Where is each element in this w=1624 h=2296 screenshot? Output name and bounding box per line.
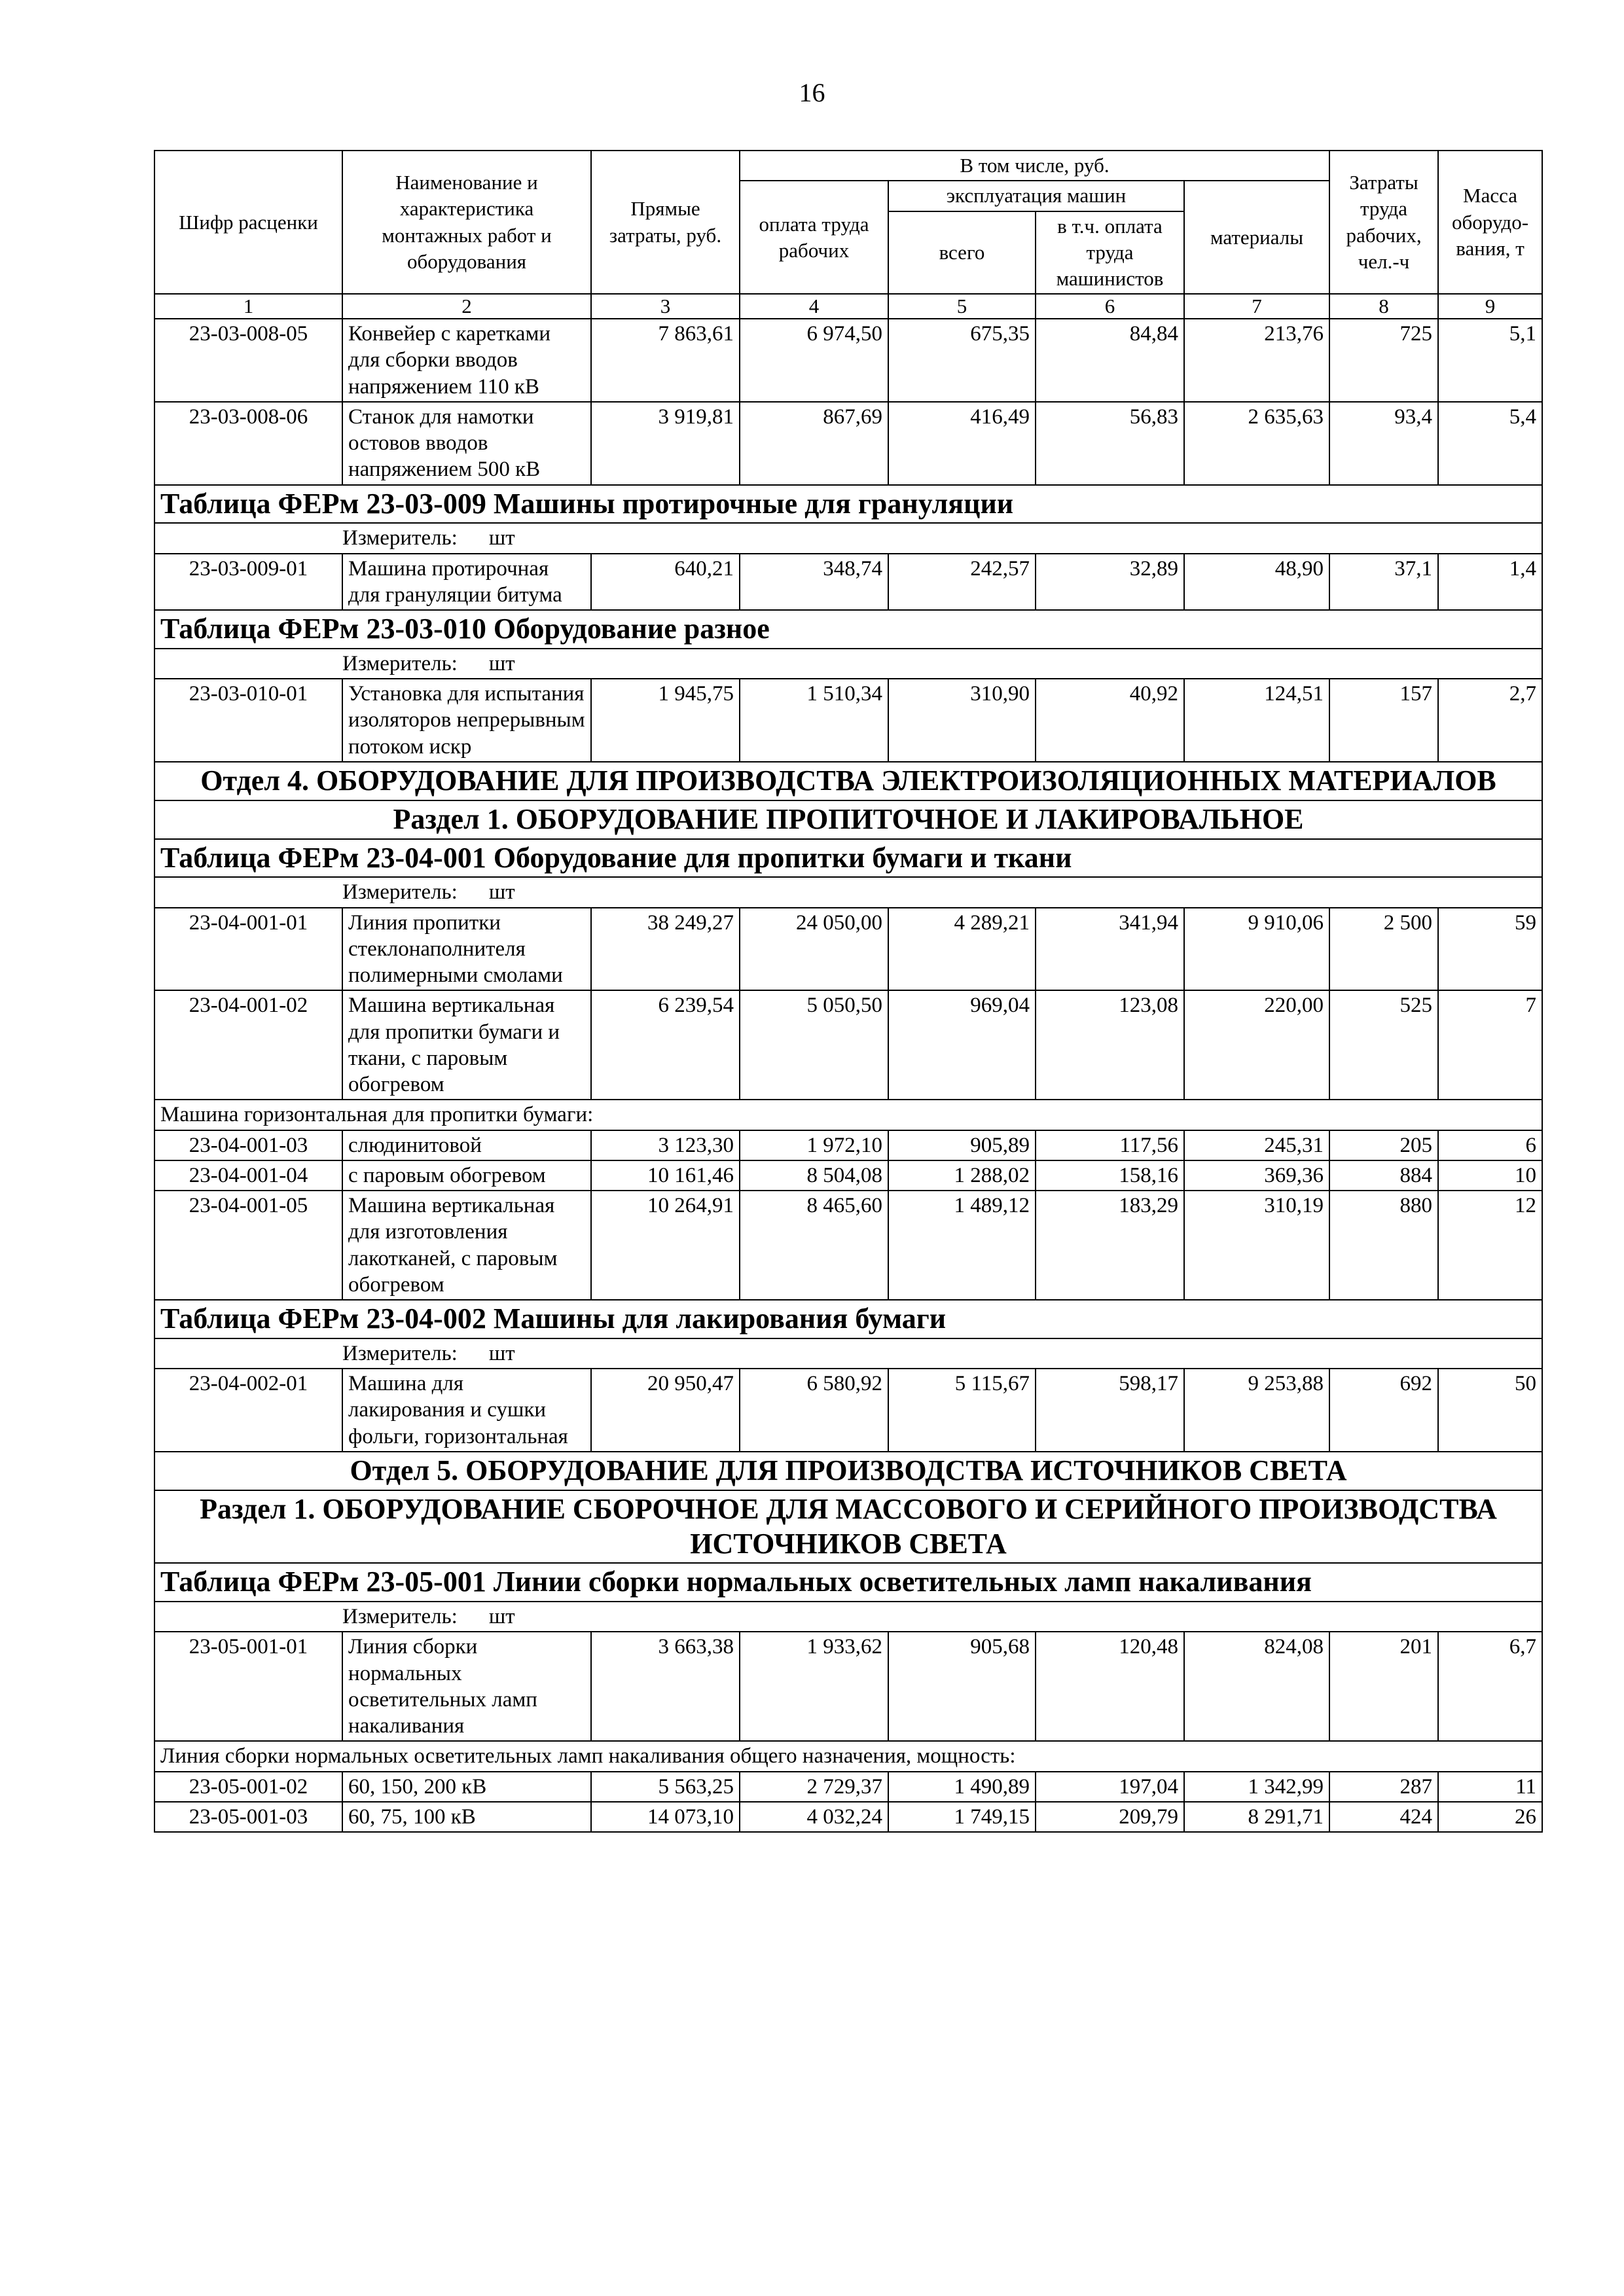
materials-value: 369,36 xyxy=(1184,1160,1329,1191)
work-name: Линия пропитки стеклонаполнителя полимерными смолами xyxy=(342,908,591,991)
section-title: Раздел 1. ОБОРУДОВАНИЕ СБОРОЧНОЕ ДЛЯ МАССОВОГО И СЕРИЙНОГО ПРОИЗВОДСТВА ИСТОЧНИКОВ СВЕТА xyxy=(154,1490,1542,1564)
labor-pay-value: 24 050,00 xyxy=(740,908,888,991)
labor-costs-value: 692 xyxy=(1329,1369,1438,1452)
labor-pay-value: 1 933,62 xyxy=(740,1632,888,1741)
materials-value: 220,00 xyxy=(1184,990,1329,1100)
table-title: Таблица ФЕРм 23-04-002 Машины для лакирования бумаги xyxy=(154,1300,1542,1338)
equipment-mass-value: 7 xyxy=(1438,990,1542,1100)
machine-total-value: 5 115,67 xyxy=(888,1369,1036,1452)
labor-costs-value: 725 xyxy=(1329,319,1438,402)
machine-total-value: 969,04 xyxy=(888,990,1036,1100)
table-title: Таблица ФЕРм 23-05-001 Линии сборки нормальных осветительных ламп накаливания xyxy=(154,1563,1542,1602)
driver-pay-value: 117,56 xyxy=(1036,1130,1184,1160)
machine-total-value: 1 749,15 xyxy=(888,1802,1036,1832)
machine-total-value: 242,57 xyxy=(888,554,1036,611)
machine-total-value: 310,90 xyxy=(888,679,1036,762)
table-row xyxy=(154,1772,1542,1802)
meter-row xyxy=(154,1338,1542,1369)
work-name: Линия сборки нормальных осветительных ламп накаливания xyxy=(342,1632,591,1741)
rate-code: 23-04-001-01 xyxy=(154,908,342,991)
direct-costs-value: 640,21 xyxy=(591,554,740,611)
work-name: Машина для лакирования и сушки фольги, горизонтальная xyxy=(342,1369,591,1452)
machine-total-value: 1 490,89 xyxy=(888,1772,1036,1802)
rate-code: 23-03-008-05 xyxy=(154,319,342,402)
work-name: слюдинитовой xyxy=(342,1130,591,1160)
table-title: Таблица ФЕРм 23-04-001 Оборудование для пропитки бумаги и ткани xyxy=(154,839,1542,878)
meter-row xyxy=(154,1602,1542,1632)
meter-unit: шт xyxy=(488,1605,515,1629)
materials-value: 1 342,99 xyxy=(1184,1772,1329,1802)
labor-costs-value: 201 xyxy=(1329,1632,1438,1741)
column-number: 4 xyxy=(740,294,888,319)
meter-row xyxy=(154,523,1542,553)
meter-label: Измеритель: xyxy=(342,1605,458,1629)
machine-total-value: 1 489,12 xyxy=(888,1191,1036,1300)
equipment-mass-value: 10 xyxy=(1438,1160,1542,1191)
meter-label: Измеритель: xyxy=(342,651,458,675)
direct-costs-value: 10 264,91 xyxy=(591,1191,740,1300)
meter-unit: шт xyxy=(488,1341,515,1365)
labor-costs-value: 37,1 xyxy=(1329,554,1438,611)
equipment-mass-value: 1,4 xyxy=(1438,554,1542,611)
header-machine-total: всего xyxy=(888,211,1036,295)
labor-costs-value: 205 xyxy=(1329,1130,1438,1160)
direct-costs-value: 14 073,10 xyxy=(591,1802,740,1832)
work-name: Конвейер с каретками для сборки вводов напряжением 110 кВ xyxy=(342,319,591,402)
labor-pay-value: 8 504,08 xyxy=(740,1160,888,1191)
labor-pay-value: 1 510,34 xyxy=(740,679,888,762)
rate-code: 23-03-010-01 xyxy=(154,679,342,762)
driver-pay-value: 158,16 xyxy=(1036,1160,1184,1191)
column-number: 6 xyxy=(1036,294,1184,319)
header-direct-costs: Прямые затраты, руб. xyxy=(591,151,740,294)
header-mass: Масса оборудо-вания, т xyxy=(1438,151,1542,294)
column-number: 2 xyxy=(342,294,591,319)
labor-costs-value: 93,4 xyxy=(1329,402,1438,485)
column-number-row xyxy=(154,294,1542,319)
column-number: 7 xyxy=(1184,294,1329,319)
driver-pay-value: 40,92 xyxy=(1036,679,1184,762)
meter-label: Измеритель: xyxy=(342,880,458,905)
labor-pay-value: 1 972,10 xyxy=(740,1130,888,1160)
rate-code: 23-04-001-04 xyxy=(154,1160,342,1191)
direct-costs-value: 5 563,25 xyxy=(591,1772,740,1802)
rate-code: 23-05-001-03 xyxy=(154,1802,342,1832)
page-number: 16 xyxy=(799,78,825,107)
table-row xyxy=(154,1160,1542,1191)
column-number: 9 xyxy=(1438,294,1542,319)
equipment-mass-value: 11 xyxy=(1438,1772,1542,1802)
machine-total-value: 675,35 xyxy=(888,319,1036,402)
header-including: В том числе, руб. xyxy=(740,151,1329,181)
department-title: Отдел 5. ОБОРУДОВАНИЕ ДЛЯ ПРОИЗВОДСТВА ИСТОЧНИКОВ СВЕТА xyxy=(154,1452,1542,1490)
labor-costs-value: 424 xyxy=(1329,1802,1438,1832)
driver-pay-value: 183,29 xyxy=(1036,1191,1184,1300)
table-body xyxy=(154,294,1542,1832)
table-row xyxy=(154,990,1542,1100)
labor-pay-value: 8 465,60 xyxy=(740,1191,888,1300)
table-title: Таблица ФЕРм 23-03-010 Оборудование разное xyxy=(154,610,1542,649)
labor-pay-value: 6 580,92 xyxy=(740,1369,888,1452)
header-machine-operation: эксплуатация машин xyxy=(888,181,1184,211)
work-name: 60, 150, 200 кВ xyxy=(342,1772,591,1802)
group-heading: Линия сборки нормальных осветительных ламп накаливания общего назначения, мощность: xyxy=(154,1741,1542,1771)
direct-costs-value: 3 123,30 xyxy=(591,1130,740,1160)
driver-pay-value: 197,04 xyxy=(1036,1772,1184,1802)
table-row xyxy=(154,1369,1542,1452)
rate-code: 23-03-008-06 xyxy=(154,402,342,485)
table-row xyxy=(154,554,1542,611)
price-table xyxy=(154,150,1543,1833)
rate-code: 23-03-009-01 xyxy=(154,554,342,611)
table-row xyxy=(154,679,1542,762)
direct-costs-value: 1 945,75 xyxy=(591,679,740,762)
equipment-mass-value: 26 xyxy=(1438,1802,1542,1832)
direct-costs-value: 10 161,46 xyxy=(591,1160,740,1191)
labor-pay-value: 6 974,50 xyxy=(740,319,888,402)
materials-value: 9 910,06 xyxy=(1184,908,1329,991)
direct-costs-value: 38 249,27 xyxy=(591,908,740,991)
labor-pay-value: 5 050,50 xyxy=(740,990,888,1100)
materials-value: 213,76 xyxy=(1184,319,1329,402)
machine-total-value: 1 288,02 xyxy=(888,1160,1036,1191)
table-row xyxy=(154,402,1542,485)
column-number: 8 xyxy=(1329,294,1438,319)
direct-costs-value: 6 239,54 xyxy=(591,990,740,1100)
materials-value: 8 291,71 xyxy=(1184,1802,1329,1832)
equipment-mass-value: 59 xyxy=(1438,908,1542,991)
equipment-mass-value: 5,1 xyxy=(1438,319,1542,402)
rate-code: 23-05-001-02 xyxy=(154,1772,342,1802)
work-name: Машина вертикальная для изготовления лакотканей, с паровым обогревом xyxy=(342,1191,591,1300)
work-name: 60, 75, 100 кВ xyxy=(342,1802,591,1832)
header-labor-costs: Затраты труда рабочих, чел.-ч xyxy=(1329,151,1438,294)
labor-costs-value: 525 xyxy=(1329,990,1438,1100)
meter-unit: шт xyxy=(488,526,515,550)
column-number: 3 xyxy=(591,294,740,319)
labor-costs-value: 884 xyxy=(1329,1160,1438,1191)
work-name: Станок для намотки остовов вводов напряжением 500 кВ xyxy=(342,402,591,485)
header-code: Шифр расценки xyxy=(154,151,342,294)
labor-pay-value: 4 032,24 xyxy=(740,1802,888,1832)
meter-row xyxy=(154,649,1542,679)
rate-code: 23-04-002-01 xyxy=(154,1369,342,1452)
header-labor-pay: оплата труда рабочих xyxy=(740,181,888,294)
meter-label: Измеритель: xyxy=(342,1341,458,1365)
direct-costs-value: 3 663,38 xyxy=(591,1632,740,1741)
column-number: 1 xyxy=(154,294,342,319)
rate-code: 23-04-001-03 xyxy=(154,1130,342,1160)
materials-value: 48,90 xyxy=(1184,554,1329,611)
work-name: Машина вертикальная для пропитки бумаги и ткани, с паровым обогревом xyxy=(342,990,591,1100)
rate-code: 23-04-001-05 xyxy=(154,1191,342,1300)
materials-value: 9 253,88 xyxy=(1184,1369,1329,1452)
section-title: Раздел 1. ОБОРУДОВАНИЕ ПРОПИТОЧНОЕ И ЛАКИРОВАЛЬНОЕ xyxy=(154,800,1542,839)
labor-pay-value: 2 729,37 xyxy=(740,1772,888,1802)
labor-pay-value: 348,74 xyxy=(740,554,888,611)
machine-total-value: 416,49 xyxy=(888,402,1036,485)
department-title: Отдел 4. ОБОРУДОВАНИЕ ДЛЯ ПРОИЗВОДСТВА ЭЛЕКТРОИЗОЛЯЦИОННЫХ МАТЕРИАЛОВ xyxy=(154,762,1542,800)
direct-costs-value: 7 863,61 xyxy=(591,319,740,402)
driver-pay-value: 123,08 xyxy=(1036,990,1184,1100)
driver-pay-value: 341,94 xyxy=(1036,908,1184,991)
labor-pay-value: 867,69 xyxy=(740,402,888,485)
labor-costs-value: 2 500 xyxy=(1329,908,1438,991)
equipment-mass-value: 50 xyxy=(1438,1369,1542,1452)
driver-pay-value: 209,79 xyxy=(1036,1802,1184,1832)
equipment-mass-value: 6,7 xyxy=(1438,1632,1542,1741)
table-title: Таблица ФЕРм 23-03-009 Машины протирочные для грануляции xyxy=(154,485,1542,524)
rate-code: 23-05-001-01 xyxy=(154,1632,342,1741)
work-name: с паровым обогревом xyxy=(342,1160,591,1191)
group-heading: Машина горизонтальная для пропитки бумаги: xyxy=(154,1100,1542,1130)
table-row xyxy=(154,319,1542,402)
driver-pay-value: 598,17 xyxy=(1036,1369,1184,1452)
machine-total-value: 4 289,21 xyxy=(888,908,1036,991)
table-row xyxy=(154,1632,1542,1741)
column-number: 5 xyxy=(888,294,1036,319)
meter-label: Измеритель: xyxy=(342,526,458,550)
materials-value: 245,31 xyxy=(1184,1130,1329,1160)
materials-value: 2 635,63 xyxy=(1184,402,1329,485)
equipment-mass-value: 5,4 xyxy=(1438,402,1542,485)
meter-row xyxy=(154,877,1542,907)
materials-value: 310,19 xyxy=(1184,1191,1329,1300)
machine-total-value: 905,68 xyxy=(888,1632,1036,1741)
driver-pay-value: 120,48 xyxy=(1036,1632,1184,1741)
labor-costs-value: 287 xyxy=(1329,1772,1438,1802)
header-name: Наименование и характеристика монтажных работ и оборудования xyxy=(342,151,591,294)
meter-unit: шт xyxy=(488,880,515,905)
machine-total-value: 905,89 xyxy=(888,1130,1036,1160)
rate-code: 23-04-001-02 xyxy=(154,990,342,1100)
materials-value: 124,51 xyxy=(1184,679,1329,762)
equipment-mass-value: 6 xyxy=(1438,1130,1542,1160)
driver-pay-value: 84,84 xyxy=(1036,319,1184,402)
table-row xyxy=(154,1802,1542,1832)
driver-pay-value: 32,89 xyxy=(1036,554,1184,611)
materials-value: 824,08 xyxy=(1184,1632,1329,1741)
driver-pay-value: 56,83 xyxy=(1036,402,1184,485)
table-row xyxy=(154,1191,1542,1300)
work-name: Установка для испытания изоляторов непрерывным потоком искр xyxy=(342,679,591,762)
labor-costs-value: 157 xyxy=(1329,679,1438,762)
direct-costs-value: 3 919,81 xyxy=(591,402,740,485)
table-row xyxy=(154,908,1542,991)
meter-unit: шт xyxy=(488,651,515,675)
equipment-mass-value: 2,7 xyxy=(1438,679,1542,762)
work-name: Машина протирочная для грануляции битума xyxy=(342,554,591,611)
header-driver-pay: в т.ч. оплата труда машинистов xyxy=(1036,211,1184,295)
labor-costs-value: 880 xyxy=(1329,1191,1438,1300)
table-row xyxy=(154,1130,1542,1160)
equipment-mass-value: 12 xyxy=(1438,1191,1542,1300)
direct-costs-value: 20 950,47 xyxy=(591,1369,740,1452)
header-materials: материалы xyxy=(1184,181,1329,294)
